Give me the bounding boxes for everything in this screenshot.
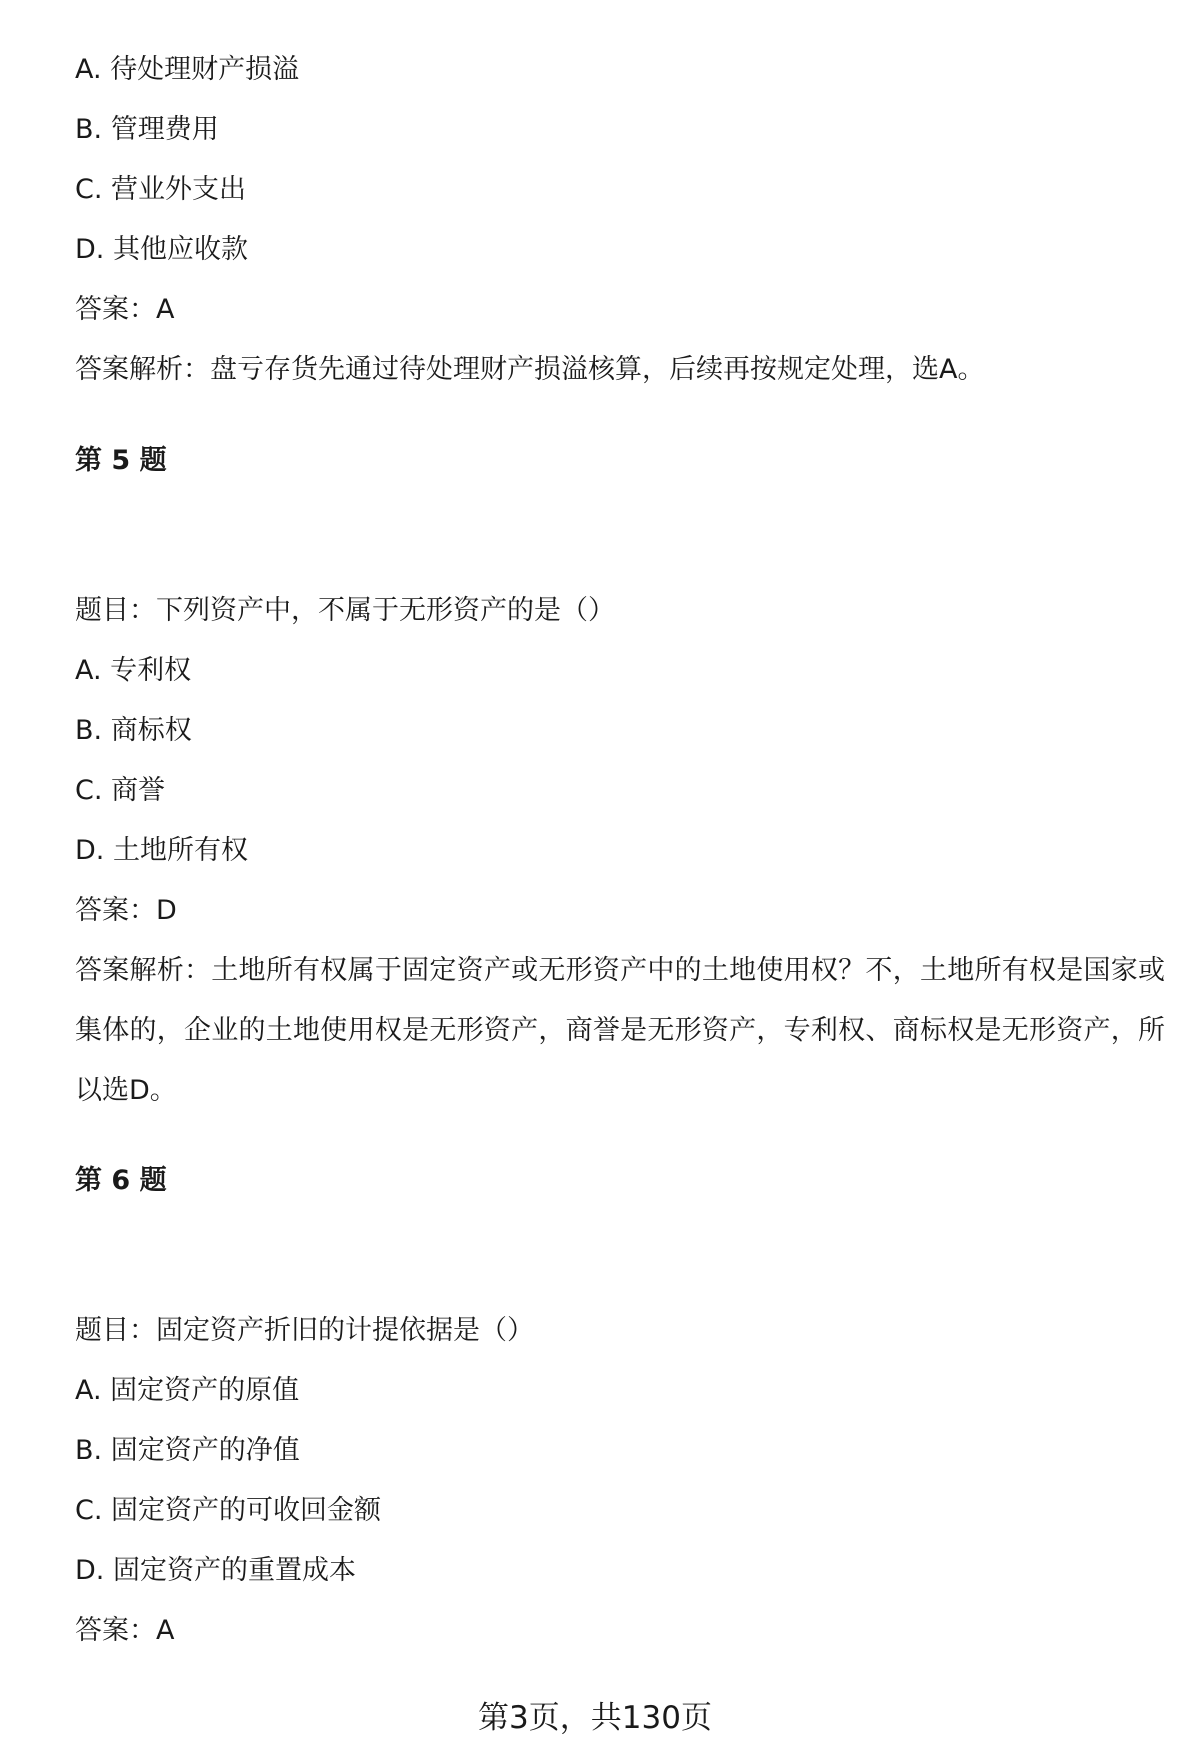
q4-explanation: 答案解析：盘亏存货先通过待处理财产损溢核算，后续再按规定处理，选A。 (75, 354, 985, 385)
q5-option-a: A. 专利权 (75, 655, 192, 686)
q6-option-b: B. 固定资产的净值 (75, 1435, 300, 1466)
q5-option-b: B. 商标权 (75, 715, 192, 746)
q6-option-c: C. 固定资产的可收回金额 (75, 1495, 382, 1526)
q6-answer: 答案：A (75, 1615, 175, 1646)
q4-option-d: D. 其他应收款 (75, 234, 248, 265)
q4-option-a: A. 待处理财产损溢 (75, 54, 300, 85)
q4-option-c: C. 营业外支出 (75, 174, 247, 205)
q6-option-a: A. 固定资产的原值 (75, 1375, 300, 1406)
page-number: 第3页，共130页 (478, 1700, 712, 1736)
q6-heading: 第 6 题 (75, 1165, 167, 1196)
q6-option-d: D. 固定资产的重置成本 (75, 1555, 356, 1586)
q4-answer: 答案：A (75, 294, 175, 325)
q6-question: 题目：固定资产折旧的计提依据是（） (75, 1315, 534, 1346)
q4-option-b: B. 管理费用 (75, 114, 219, 145)
q5-question: 题目：下列资产中，不属于无形资产的是（） (75, 595, 615, 626)
q5-heading: 第 5 题 (75, 445, 167, 476)
q5-option-c: C. 商誉 (75, 775, 166, 806)
q5-explanation: 答案解析：土地所有权属于固定资产或无形资产中的土地使用权？不，土地所有权是国家或集体的，企业的土地使用权是无形资产，商誉是无形资产，专利权、商标权是无形资产，所以选D。 (75, 955, 1165, 1106)
q5-option-d: D. 土地所有权 (75, 835, 248, 866)
q5-answer: 答案：D (75, 895, 177, 926)
